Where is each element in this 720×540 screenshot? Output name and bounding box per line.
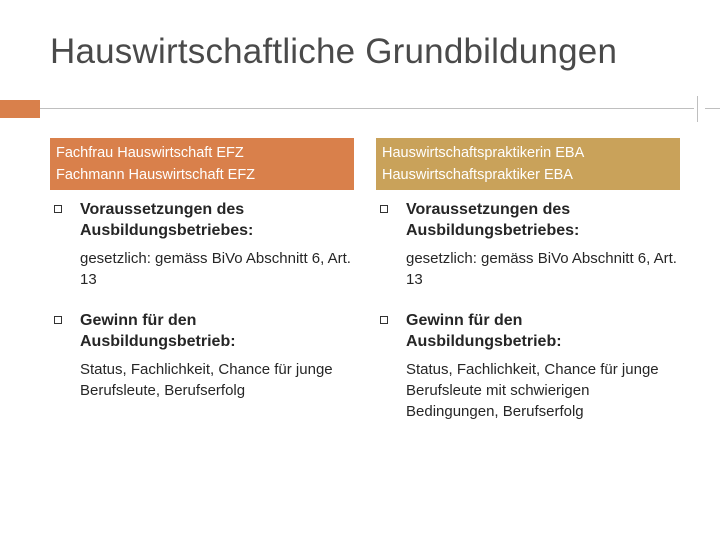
column-eba <box>376 138 680 422</box>
bullet-body: gesetzlich: gemäss BiVo Abschnitt 6, Art. 13 <box>406 250 677 288</box>
column-header-efz <box>50 138 354 190</box>
bullet-body: gesetzlich: gemäss BiVo Abschnitt 6, Art. 13 <box>80 250 351 288</box>
title-rule <box>40 108 720 109</box>
header-line: Fachmann Hauswirtschaft EFZ <box>56 167 256 183</box>
rule-tick <box>697 96 698 122</box>
bullet-body: Status, Fachlichkeit, Chance für junge Berufsleute mit schwierigen Bedingungen, Berufserfolg <box>406 361 659 420</box>
square-bullet-icon <box>380 316 388 324</box>
header-line: Hauswirtschaftspraktikerin EBA <box>382 145 585 161</box>
accent-block <box>0 100 40 118</box>
bullet-voraussetzungen <box>376 199 680 290</box>
rule-gap <box>694 100 705 118</box>
bullet-title: Gewinn für den Ausbildungsbetrieb: <box>80 312 236 350</box>
square-bullet-icon <box>54 205 62 213</box>
bullet-gewinn <box>376 310 680 422</box>
square-bullet-icon <box>380 205 388 213</box>
bullet-gewinn <box>50 310 354 401</box>
bullet-title: Voraussetzungen des Ausbildungsbetriebes: <box>80 201 254 239</box>
column-header-eba <box>376 138 680 190</box>
slide-title: Hauswirtschaftliche Grundbildungen <box>50 32 618 71</box>
header-line: Fachfrau Hauswirtschaft EFZ <box>56 145 244 161</box>
bullet-voraussetzungen <box>50 199 354 290</box>
square-bullet-icon <box>54 316 62 324</box>
header-line: Hauswirtschaftspraktiker EBA <box>382 167 573 183</box>
bullet-title: Voraussetzungen des Ausbildungsbetriebes: <box>406 201 580 239</box>
column-efz <box>50 138 354 401</box>
bullet-body: Status, Fachlichkeit, Chance für junge Berufsleute, Berufserfolg <box>80 361 333 399</box>
bullet-title: Gewinn für den Ausbildungsbetrieb: <box>406 312 562 350</box>
